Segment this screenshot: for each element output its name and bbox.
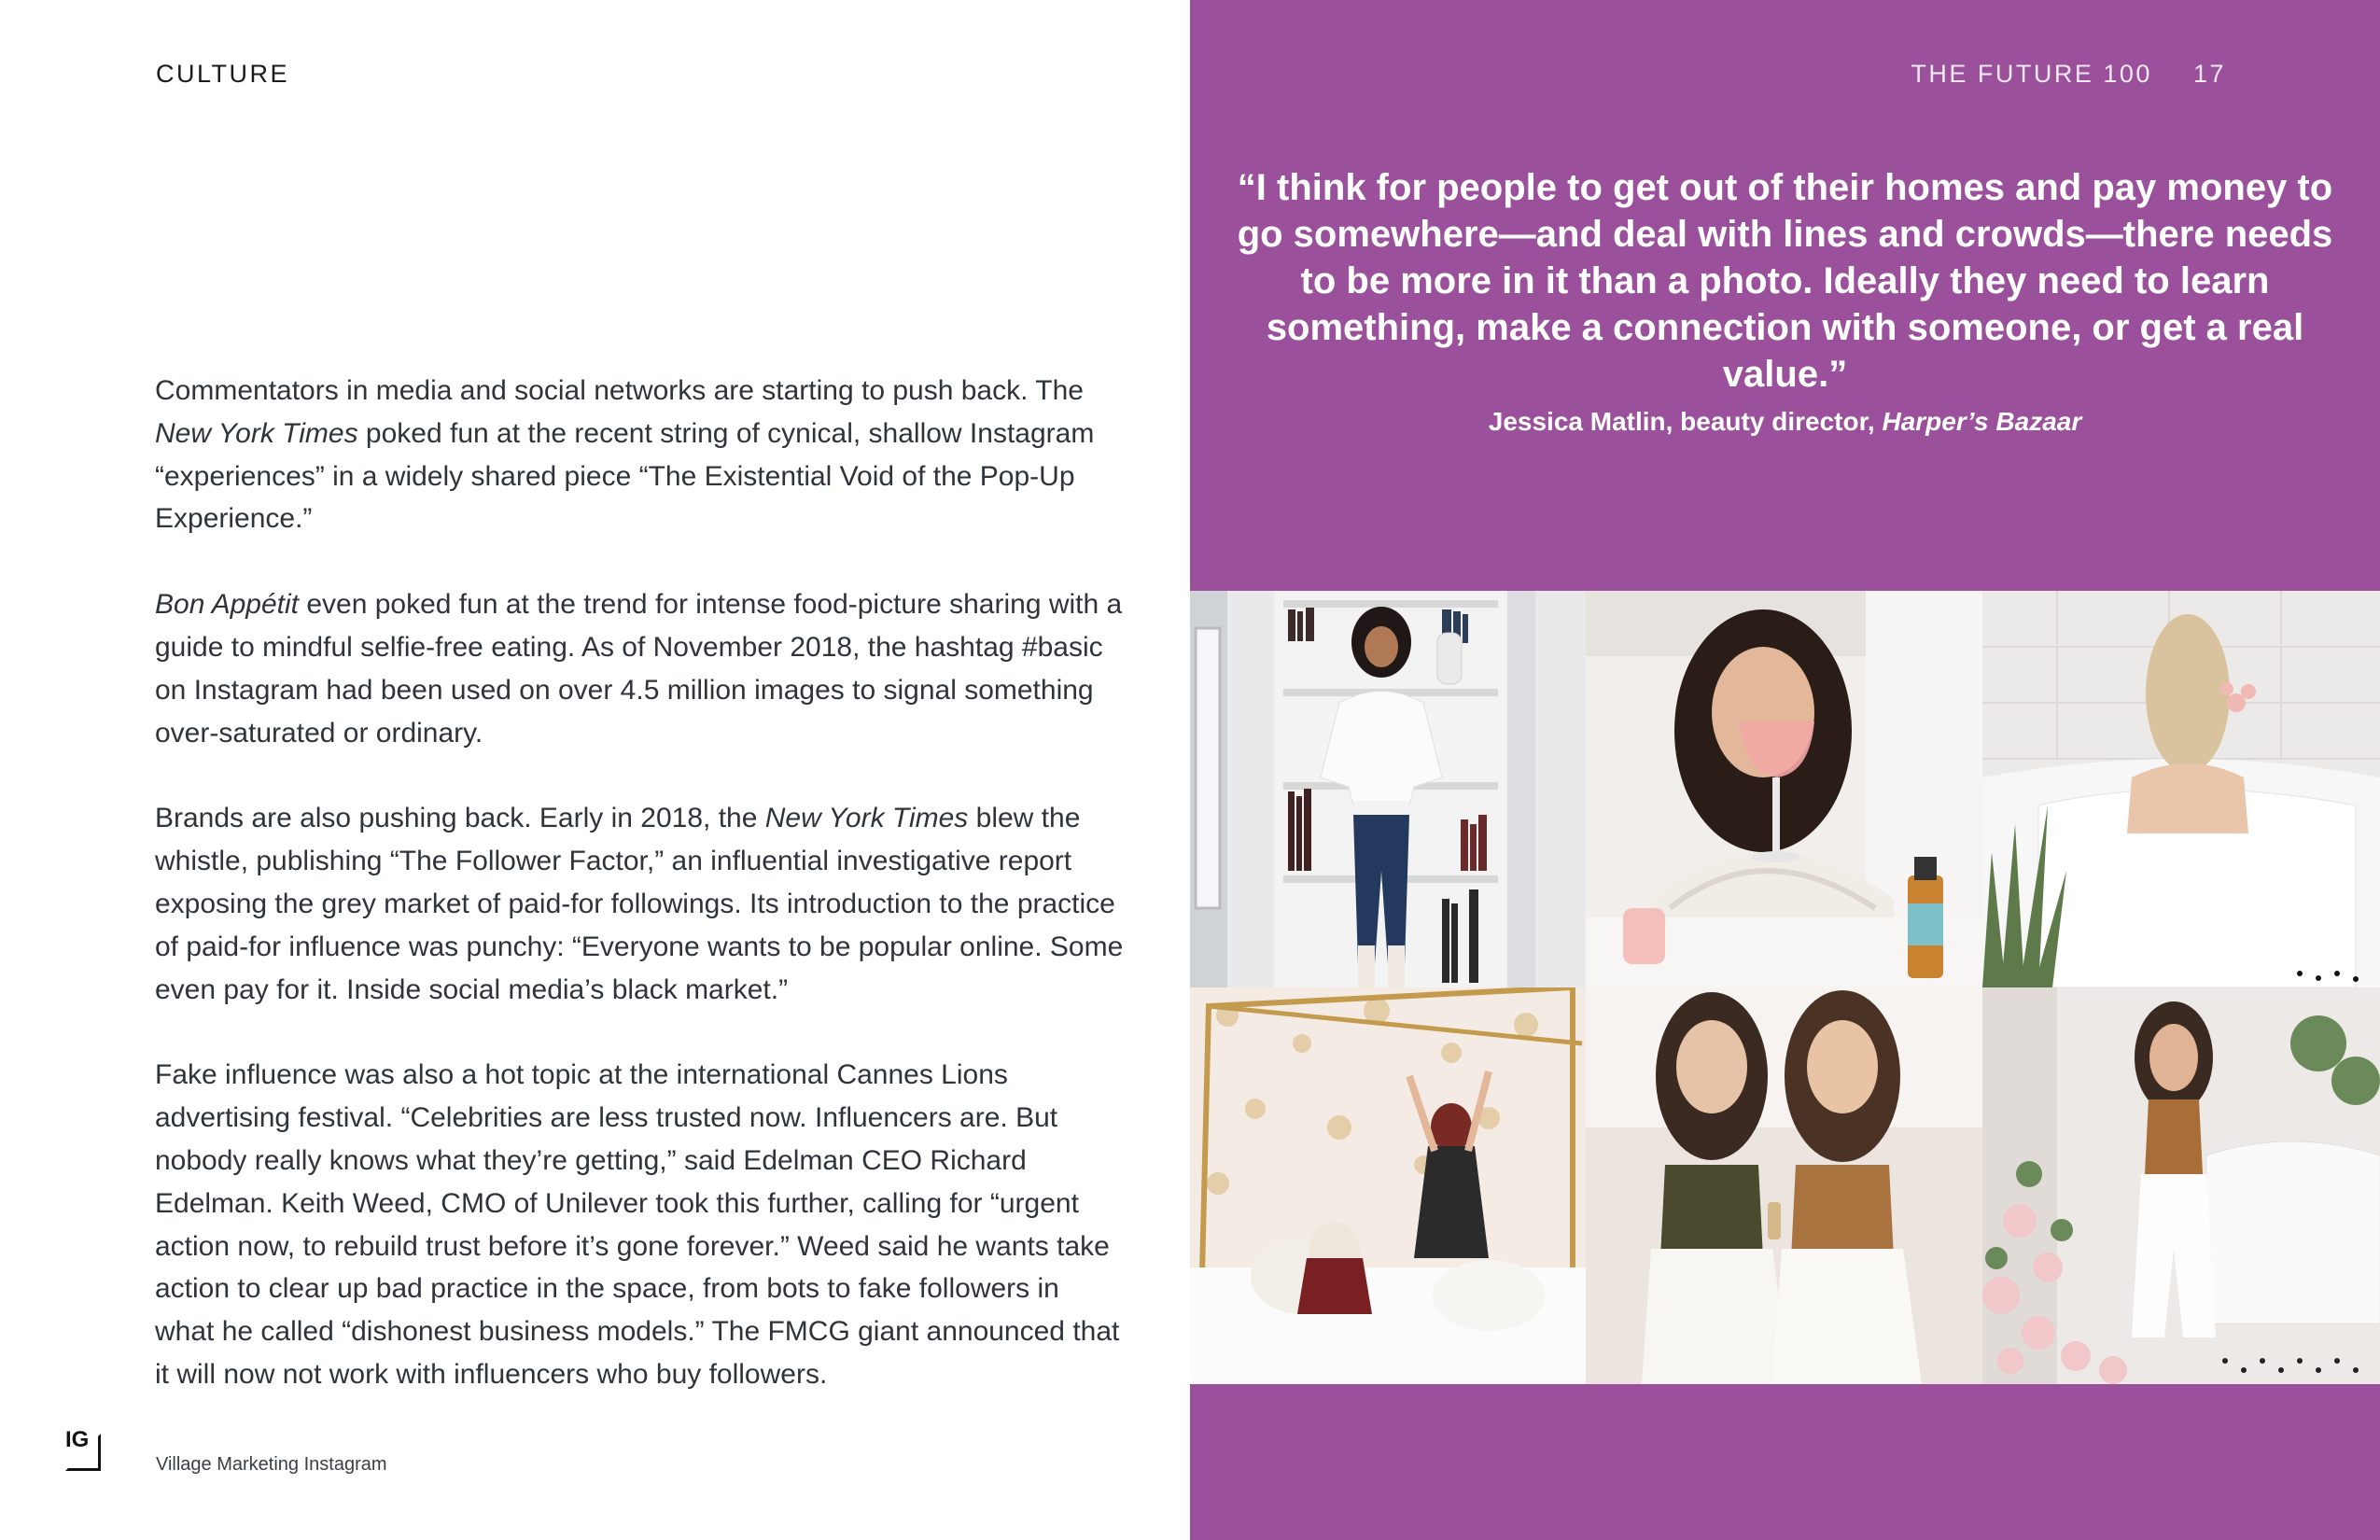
article-body <box>155 370 1126 1439</box>
page-number: 17 <box>2192 60 2226 88</box>
photo-grid <box>1190 591 2380 1384</box>
quote-text: “I think for people to get out of their homes and pay money to go somewhere—and deal with lines and crowds—there needs to be more in it than a photo. Ideally they need to learn something, make a connection with someone, or get a real value.” <box>1237 167 2333 395</box>
paragraph-2-text-b: even poked fun at the trend for intense food-picture sharing with a guide to mindful selfie-free eating. As of November 2018, the hashtag #basic on Instagram had been used on over 4.5 million images to signal something over-saturated or ordinary. <box>155 589 1123 749</box>
quote-attribution <box>1227 403 2343 441</box>
instagram-logo-icon <box>65 1427 101 1471</box>
paragraph-1-publication: New York Times <box>155 417 358 449</box>
paragraph-4 <box>155 1054 1126 1395</box>
paragraph-4-text: Fake influence was also a hot topic at the international Cannes Lions advertising festival. “Celebrities are less trusted now. Influencers are. But nobody really knows what they’re getting,” said Edelman CEO Richard Edelman. Keith Weed, CMO of Unilever took this further, calling for “urgent action now, to rebuild trust before it’s gone forever.” Weed said he wants take action to clear up bad practice in the space, from bots to fake followers in what he called “dishonest business models.” The FMCG giant announced that it will now not work with influencers who buy followers. <box>155 1059 1120 1390</box>
photo-credit-caption: Village Marketing Instagram <box>156 1454 387 1475</box>
photo-woman-tub-flowers <box>1982 987 2380 1384</box>
photo-women-canopy-bed <box>1190 987 1586 1384</box>
paragraph-3-text-c: blew the whistle, publishing “The Follower Factor,” an influential investigative report exposing the grey market of paid-for followings. Its introduction to the practice of paid-for influence was punchy: “Everyone wants to be popular online. Some even pay for it. Inside social media’s black market.” <box>155 803 1124 1005</box>
photo-woman-bathtub <box>1982 591 2380 987</box>
running-header <box>1911 60 2226 89</box>
paragraph-1 <box>155 370 1126 540</box>
pull-quote <box>1227 164 2343 441</box>
paragraph-2-publication: Bon Appétit <box>155 589 299 621</box>
photo-woman-bookshelf <box>1190 591 1586 987</box>
publication-title: THE FUTURE 100 <box>1911 60 2152 88</box>
photo-two-women-sofa <box>1586 987 1982 1384</box>
right-page <box>1190 0 2380 1540</box>
section-label: CULTURE <box>156 60 290 88</box>
paragraph-3-text-a: Brands are also pushing back. Early in 2018, the <box>155 803 765 834</box>
photo-woman-pink-drink <box>1586 591 1982 987</box>
attribution-name: Jessica Matlin, beauty director, <box>1488 407 1883 436</box>
attribution-publication: Harper’s Bazaar <box>1882 407 2082 436</box>
paragraph-2 <box>155 583 1126 754</box>
paragraph-3-publication: New York Times <box>764 803 969 834</box>
paragraph-3 <box>155 797 1126 1011</box>
paragraph-1-text-c: poked fun at the recent string of cynical, shallow Instagram “experiences” in a widely shared piece “The Existential Void of the Pop-Up Experience.” <box>155 417 1095 535</box>
paragraph-1-text-a: Commentators in media and social networks are starting to push back. The <box>155 375 1084 406</box>
ig-logo-text: IG <box>65 1427 90 1452</box>
